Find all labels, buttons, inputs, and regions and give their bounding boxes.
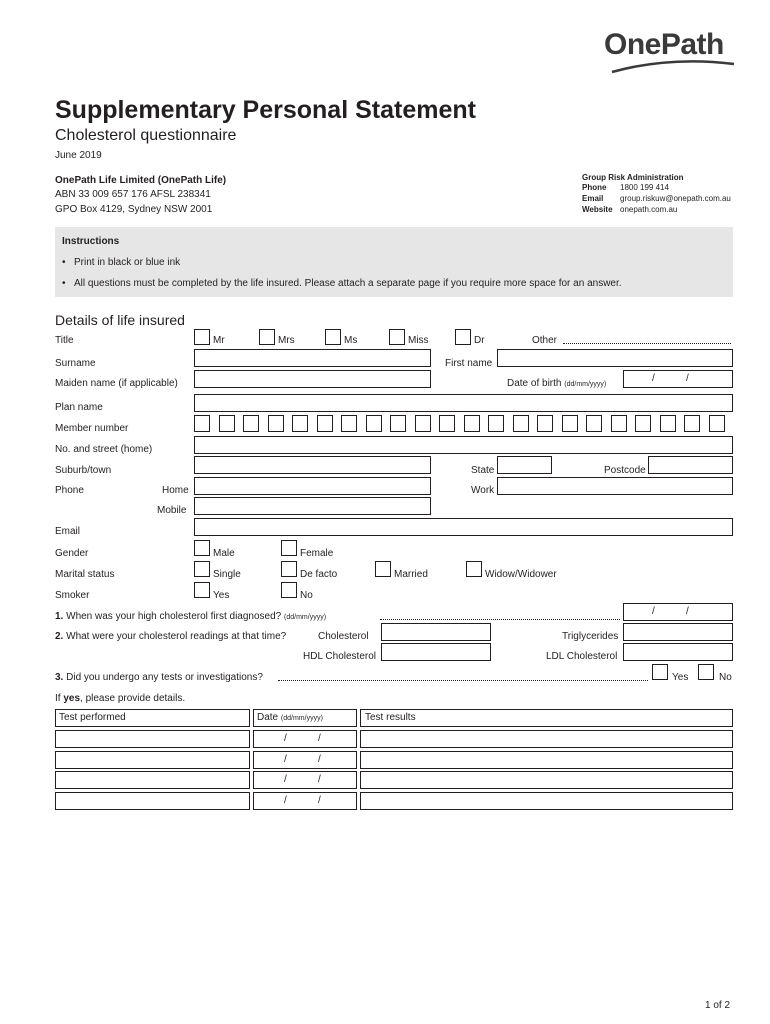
member-number-label: Member number <box>55 423 129 434</box>
cholesterol-field[interactable] <box>381 623 491 641</box>
home-phone-field[interactable] <box>194 477 431 495</box>
date-separator: / <box>652 606 655 617</box>
if-yes-bold: yes <box>63 693 81 704</box>
table-cell-results[interactable] <box>360 730 733 748</box>
bullet-icon: • <box>62 278 66 289</box>
marital-widow-label: Widow/Widower <box>485 569 557 580</box>
gender-female-label: Female <box>300 548 334 559</box>
triglycerides-field[interactable] <box>623 623 733 641</box>
question-2-text: What were your cholesterol readings at that time? <box>66 631 287 642</box>
member-number-cell[interactable] <box>562 415 578 432</box>
plan-name-field[interactable] <box>194 394 733 412</box>
member-number-cell[interactable] <box>194 415 210 432</box>
table-cell-results[interactable] <box>360 771 733 789</box>
question-3-text: Did you undergo any tests or investigations? <box>66 672 263 683</box>
table-cell-date[interactable] <box>253 730 357 748</box>
first-name-label: First name <box>445 358 493 369</box>
member-number-cell[interactable] <box>635 415 651 432</box>
marital-married-label: Married <box>394 569 428 580</box>
member-number-cell[interactable] <box>513 415 529 432</box>
title-label: Title <box>55 335 74 346</box>
date-separator: / <box>652 373 655 384</box>
contact-website-value[interactable]: onepath.com.au <box>620 205 678 214</box>
table-cell-test[interactable] <box>55 730 250 748</box>
instruction-item: All questions must be completed by the life insured. Please attach a separate page if you require more space for an answer. <box>74 278 622 289</box>
email-field[interactable] <box>194 518 733 536</box>
col-date-format: (dd/mm/yyyy) <box>280 715 323 722</box>
smoker-no-label: No <box>300 590 313 601</box>
plan-name-label: Plan name <box>55 402 103 413</box>
logo-text: OnePath <box>604 28 724 61</box>
tests-no-label: No <box>719 672 732 683</box>
date-separator: / <box>284 794 287 806</box>
title-mr-label: Mr <box>213 335 225 346</box>
tests-yes-checkbox[interactable] <box>652 664 668 680</box>
first-name-field[interactable] <box>497 349 733 367</box>
table-header-test <box>55 709 250 727</box>
marital-married-checkbox[interactable] <box>375 561 391 577</box>
issue-date: June 2019 <box>55 150 102 161</box>
surname-label: Surname <box>55 358 96 369</box>
cholesterol-label: Cholesterol <box>318 631 369 642</box>
title-other-label: Other <box>532 335 558 346</box>
bullet-icon: • <box>62 257 66 268</box>
marital-status-label: Marital status <box>55 569 115 580</box>
contact-phone-label: Phone <box>582 183 607 192</box>
title-other-field[interactable] <box>563 343 731 344</box>
member-number-cell[interactable] <box>243 415 259 432</box>
dob-label-text: Date of birth <box>507 378 562 389</box>
date-separator: / <box>318 753 321 765</box>
smoker-no-checkbox[interactable] <box>281 582 297 598</box>
member-number-cell[interactable] <box>488 415 504 432</box>
postcode-label: Postcode <box>604 465 646 476</box>
page-number: 1 of 2 <box>705 1000 731 1011</box>
date-separator: / <box>686 606 689 617</box>
col-date-text: Date <box>257 712 279 723</box>
contact-website-label: Website <box>582 205 613 214</box>
question-1-text: When was your high cholesterol first diagnosed? <box>66 611 282 622</box>
dob-label <box>507 378 606 389</box>
logo-swoosh-icon <box>600 58 740 78</box>
contact-email-label: Email <box>582 194 604 203</box>
date-separator: / <box>318 794 321 806</box>
col-test-label: Test performed <box>59 712 126 723</box>
triglycerides-label: Triglycerides <box>562 631 619 642</box>
marital-defacto-checkbox[interactable] <box>281 561 297 577</box>
instruction-item: Print in black or blue ink <box>74 257 181 268</box>
onepath-logo <box>600 28 740 78</box>
date-separator: / <box>284 774 287 785</box>
title-mr-checkbox[interactable] <box>194 329 210 345</box>
if-yes-note <box>55 693 185 704</box>
member-number-cell[interactable] <box>268 415 284 432</box>
member-number-cell[interactable] <box>660 415 676 432</box>
phone-label: Phone <box>55 485 84 496</box>
member-number-cell[interactable] <box>415 415 431 432</box>
col-results-label: Test results <box>365 712 416 723</box>
question-1-format: (dd/mm/yyyy) <box>284 614 327 621</box>
hdl-label: HDL Cholesterol <box>303 651 376 662</box>
date-separator: / <box>318 733 321 744</box>
home-phone-label: Home <box>162 485 189 496</box>
marital-single-label: Single <box>213 569 241 580</box>
marital-defacto-label: De facto <box>300 569 338 580</box>
street-label: No. and street (home) <box>55 444 153 455</box>
member-number-cell[interactable] <box>586 415 602 432</box>
table-cell-results[interactable] <box>360 751 733 769</box>
hdl-field[interactable] <box>381 643 491 661</box>
company-abn: ABN 33 009 657 176 AFSL 238341 <box>55 189 211 200</box>
marital-widow-checkbox[interactable] <box>466 561 482 577</box>
company-address: GPO Box 4129, Sydney NSW 2001 <box>55 204 213 215</box>
date-separator: / <box>318 774 321 785</box>
col-date-label <box>257 712 323 723</box>
title-mrs-label: Mrs <box>278 335 295 346</box>
suburb-label: Suburb/town <box>55 465 112 476</box>
title-mrs-checkbox[interactable] <box>259 329 275 345</box>
member-number-cell[interactable] <box>292 415 308 432</box>
title-dr-checkbox[interactable] <box>455 329 471 345</box>
tests-no-checkbox[interactable] <box>698 664 714 680</box>
member-number-cell[interactable] <box>317 415 333 432</box>
table-header-date <box>253 709 357 727</box>
member-number-cell[interactable] <box>464 415 480 432</box>
instructions-heading: Instructions <box>62 236 120 247</box>
marital-single-checkbox[interactable] <box>194 561 210 577</box>
instructions-panel <box>55 227 733 297</box>
ldl-label: LDL Cholesterol <box>546 651 618 662</box>
maiden-name-field[interactable] <box>194 370 431 388</box>
member-number-cell[interactable] <box>390 415 406 432</box>
date-separator: / <box>284 753 287 765</box>
question-3-number: 3. <box>55 672 64 683</box>
if-yes-suffix: , please provide details. <box>80 693 186 704</box>
postcode-field[interactable] <box>648 456 733 474</box>
smoker-label: Smoker <box>55 590 90 601</box>
suburb-field[interactable] <box>194 456 431 474</box>
company-name: OnePath Life Limited (OnePath Life) <box>55 175 227 186</box>
page-title: Supplementary Personal Statement <box>55 96 476 124</box>
table-cell-date[interactable] <box>253 751 357 769</box>
question-1 <box>55 611 326 622</box>
state-label: State <box>471 465 495 476</box>
dob-field[interactable] <box>623 370 733 388</box>
member-number-cell[interactable] <box>219 415 235 432</box>
contact-email-value[interactable]: group.riskuw@onepath.com.au <box>620 194 731 203</box>
title-ms-checkbox[interactable] <box>325 329 341 345</box>
mobile-phone-label: Mobile <box>157 505 187 516</box>
member-number-cell[interactable] <box>611 415 627 432</box>
table-cell-test[interactable] <box>55 771 250 789</box>
contact-phone-value: 1800 199 414 <box>620 183 669 192</box>
member-number-cell[interactable] <box>439 415 455 432</box>
title-miss-checkbox[interactable] <box>389 329 405 345</box>
member-number-cell[interactable] <box>341 415 357 432</box>
title-ms-label: Ms <box>344 335 358 346</box>
table-header-results <box>360 709 733 727</box>
email-label: Email <box>55 526 81 537</box>
table-cell-results[interactable] <box>360 792 733 810</box>
gender-female-checkbox[interactable] <box>281 540 297 556</box>
diagnosis-date-field[interactable] <box>623 603 733 621</box>
tests-yes-label: Yes <box>672 672 689 683</box>
table-cell-test[interactable] <box>55 751 250 769</box>
title-miss-label: Miss <box>408 335 429 346</box>
question-1-leader <box>380 619 620 620</box>
ldl-field[interactable] <box>623 643 733 661</box>
section-title: Details of life insured <box>55 312 185 328</box>
question-2-number: 2. <box>55 631 64 642</box>
gender-male-label: Male <box>213 548 235 559</box>
member-number-cell[interactable] <box>684 415 700 432</box>
question-2 <box>55 631 286 642</box>
page-subtitle: Cholesterol questionnaire <box>55 127 237 144</box>
contact-heading: Group Risk Administration <box>582 173 684 182</box>
maiden-name-label: Maiden name (if applicable) <box>55 378 178 389</box>
mobile-phone-field[interactable] <box>194 497 431 515</box>
state-field[interactable] <box>497 456 552 474</box>
member-number-cell[interactable] <box>709 415 725 432</box>
question-3 <box>55 672 263 683</box>
question-1-number: 1. <box>55 611 64 622</box>
table-cell-test[interactable] <box>55 792 250 810</box>
smoker-yes-checkbox[interactable] <box>194 582 210 598</box>
date-separator: / <box>686 373 689 384</box>
gender-male-checkbox[interactable] <box>194 540 210 556</box>
table-cell-date[interactable] <box>253 771 357 789</box>
work-phone-field[interactable] <box>497 477 733 495</box>
gender-label: Gender <box>55 548 89 559</box>
date-separator: / <box>284 733 287 744</box>
dob-format: (dd/mm/yyyy) <box>564 381 607 388</box>
if-yes-prefix: If <box>55 693 64 704</box>
street-field[interactable] <box>194 436 733 454</box>
question-3-leader <box>278 680 648 681</box>
surname-field[interactable] <box>194 349 431 367</box>
smoker-yes-label: Yes <box>213 590 230 601</box>
table-cell-date[interactable] <box>253 792 357 810</box>
title-dr-label: Dr <box>474 335 485 346</box>
member-number-cell[interactable] <box>537 415 553 432</box>
work-phone-label: Work <box>471 485 495 496</box>
member-number-cell[interactable] <box>366 415 382 432</box>
